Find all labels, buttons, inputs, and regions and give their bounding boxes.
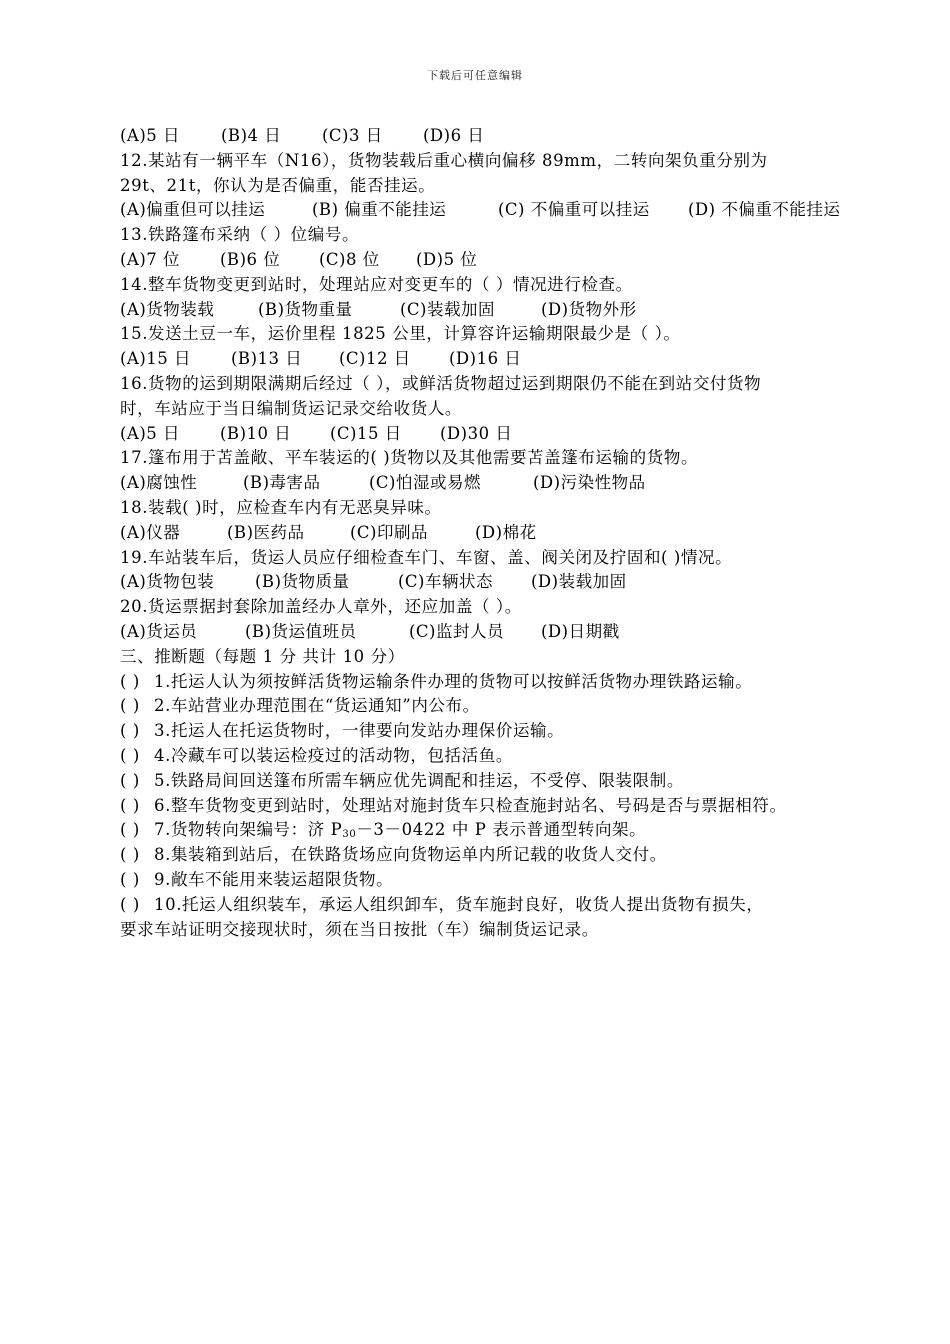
q16-option-c: (C)15 日: [330, 423, 402, 443]
judgment-item-1: [120, 670, 880, 695]
judgment-item-7: [120, 818, 880, 843]
q19-text: 19.车站装车后，货运人员应仔细检查车门、车窗、盖、阀关闭及拧固和( )情况。: [120, 547, 733, 567]
q11-option-b: (B)4 日: [221, 126, 282, 145]
q19-option-d: (D)装载加固: [531, 572, 627, 592]
judgment-item-10: [120, 893, 880, 918]
q17-option-b: (B)毒害品: [243, 473, 321, 493]
judgment-item-6: [120, 794, 880, 819]
q18-option-b: (B)医药品: [227, 522, 305, 542]
q20-options: [120, 620, 880, 645]
answer-blank: ( ): [120, 795, 140, 815]
answer-blank: ( ): [120, 770, 140, 790]
judgment-item-4: [120, 744, 880, 769]
q12-text-line1: 12.某站有一辆平车（N16），货物装载后重心横向偏移 89mm，二转向架负重分别为: [120, 150, 768, 170]
q16-options: [120, 422, 880, 447]
q20-option-d: (D)日期戳: [541, 621, 620, 641]
judgment-item-8-text: 8.集装箱到站后，在铁路货场应向货物运单内所记载的收货人交付。: [154, 845, 667, 865]
q19-options: [120, 570, 880, 595]
q11-option-c: (C)3 日: [322, 126, 383, 145]
answer-blank: ( ): [120, 671, 140, 691]
judgment-item-3-text: 3.托运人在托运货物时，一律要向发站办理保价运输。: [154, 721, 565, 741]
q12-options: [120, 198, 880, 223]
q12-option-a: (A)偏重但可以挂运: [120, 200, 266, 220]
q18-option-a: (A)仪器: [120, 522, 181, 542]
q12-text-line2: 29t、21t，你认为是否偏重，能否挂运。: [120, 175, 436, 195]
q15-option-a: (A)15 日: [120, 349, 192, 369]
q20-option-b: (B)货运值班员: [245, 621, 357, 641]
q13-option-d: (D)5 位: [416, 249, 478, 269]
q13-text: 13.铁路篷布采纳（ ）位编号。: [120, 225, 360, 245]
document-body: [120, 124, 880, 942]
q20-text: 20.货运票据封套除加盖经办人章外，还应加盖（ ）。: [120, 597, 522, 617]
answer-blank: ( ): [120, 721, 140, 741]
q16-option-b: (B)10 日: [220, 423, 292, 443]
q14-options: [120, 298, 880, 323]
q15-text: 15.发送土豆一车，运价里程 1825 公里，计算容许运输期限最少是（ ）。: [120, 324, 681, 344]
q19-option-b: (B)货物质量: [255, 572, 350, 592]
q14-option-b: (B)货物重量: [258, 299, 353, 319]
q13-options: [120, 248, 880, 273]
judgment-item-5-text: 5.铁路局间回送篷布所需车辆应优先调配和挂运，不受停、限装限制。: [154, 770, 684, 790]
q12-option-c: (C) 不偏重可以挂运: [498, 200, 650, 220]
q15-options: [120, 347, 880, 372]
item7-prefix: 7.货物转向架编号：济 P: [154, 820, 343, 840]
judgment-item-5: [120, 769, 880, 794]
q14-option-d: (D)货物外形: [541, 299, 637, 319]
q13-option-a: (A)7 位: [120, 249, 181, 269]
q13-option-c: (C)8 位: [319, 249, 380, 269]
judgment-item-10-text: 10.托运人组织装车，承运人组织卸车，货车施封良好，收货人提出货物有损失，: [154, 894, 764, 914]
answer-blank: ( ): [120, 869, 140, 889]
q19-option-c: (C)车辆状态: [398, 572, 493, 592]
q17-option-a: (A)腐蚀性: [120, 473, 198, 493]
q12-option-d: (D) 不偏重不能挂运: [688, 200, 841, 220]
answer-blank: ( ): [120, 845, 140, 865]
judgment-item-3: [120, 719, 880, 744]
judgment-item-2-text: 2.车站营业办理范围在“货运通知”内公布。: [154, 696, 480, 716]
answer-blank: ( ): [120, 894, 140, 914]
q19-option-a: (A)货物包装: [120, 572, 215, 592]
q16-text-line2: 时，车站应于当日编制货运记录交给收货人。: [120, 398, 462, 418]
q11-options: [120, 124, 880, 149]
q16-option-a: (A)5 日: [120, 423, 181, 443]
q17-options: [120, 471, 880, 496]
q18-option-c: (C)印刷品: [350, 522, 428, 542]
q18-options: [120, 521, 880, 546]
judgment-item-6-text: 6.整车货物变更到站时，处理站对施封货车只检查施封站名、号码是否与票据相符。: [154, 795, 787, 815]
answer-blank: ( ): [120, 820, 140, 840]
q17-text: 17.篷布用于苫盖敞、平车装运的( )货物以及其他需要苫盖篷布运输的货物。: [120, 448, 699, 468]
section3-title: 三、推断题（每题 1 分 共计 10 分）: [120, 646, 405, 666]
q16-option-d: (D)30 日: [440, 423, 513, 443]
page-header: 下载后可任意编辑: [427, 69, 523, 82]
judgment-item-9-text: 9.敞车不能用来装运超限货物。: [154, 869, 394, 889]
q18-text: 18.装载( )时，应检查车内有无恶臭异味。: [120, 497, 442, 517]
judgment-item-2: [120, 694, 880, 719]
q11-option-d: (D)6 日: [423, 126, 485, 145]
q15-option-b: (B)13 日: [231, 349, 303, 369]
q15-option-d: (D)16 日: [449, 349, 522, 369]
answer-blank: ( ): [120, 745, 140, 765]
q12-option-b: (B) 偏重不能挂运: [312, 200, 447, 220]
q14-option-a: (A)货物装载: [120, 299, 215, 319]
answer-blank: ( ): [120, 696, 140, 716]
q14-option-c: (C)装载加固: [400, 299, 495, 319]
q15-option-c: (C)12 日: [339, 349, 411, 369]
judgment-item-4-text: 4.冷藏车可以装运检疫过的活动物，包括活鱼。: [154, 745, 513, 765]
q20-option-c: (C)监封人员: [409, 621, 504, 641]
q11-option-a: (A)5 日: [120, 126, 181, 145]
judgment-item-1-text: 1.托运人认为须按鲜活货物运输条件办理的货物可以按鲜活货物办理铁路运输。: [154, 671, 753, 691]
q18-option-d: (D)棉花: [475, 522, 537, 542]
item7-subscript: 30: [342, 829, 357, 841]
item7-suffix: －3－0422 中 P 表示普通型转向架。: [356, 820, 647, 840]
q16-text-line1: 16.货物的运到期限满期后经过（ ），或鲜活货物超过运到期限仍不能在到站交付货物: [120, 373, 762, 393]
judgment-item-8: [120, 843, 880, 868]
q13-option-b: (B)6 位: [220, 249, 281, 269]
q20-option-a: (A)货运员: [120, 621, 198, 641]
q17-option-d: (D)污染性物品: [533, 473, 646, 493]
q14-text: 14.整车货物变更到站时，处理站应对变更车的（ ）情况进行检查。: [120, 274, 633, 294]
q17-option-c: (C)怕湿或易燃: [369, 473, 481, 493]
judgment-item-10-continuation: 要求车站证明交接现状时，须在当日按批（车）编制货运记录。: [120, 919, 599, 939]
judgment-item-9: [120, 868, 880, 893]
